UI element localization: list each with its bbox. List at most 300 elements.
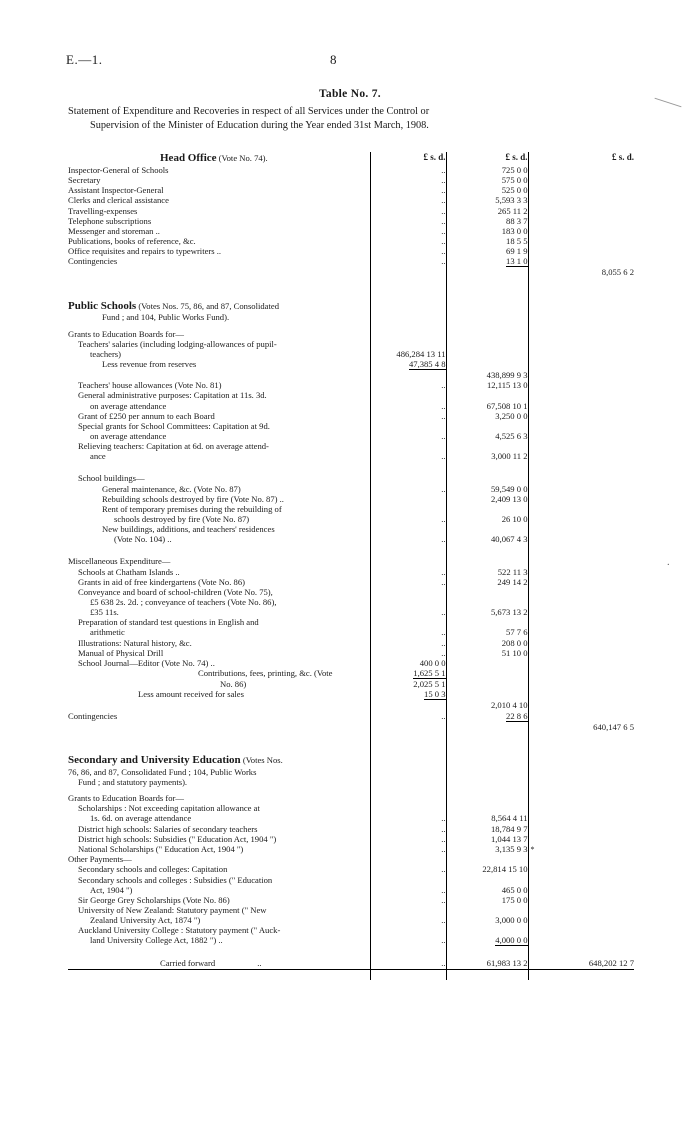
group-label: Grants to Education Boards for— [68, 328, 184, 339]
section-note-3: Fund ; and statutory payments). [78, 776, 188, 787]
row-col1: 486,284 13 11 [370, 349, 446, 359]
spacer-cell [446, 793, 528, 803]
row-col2: 2,010 4 10 [446, 700, 528, 710]
spacer-cell [370, 722, 446, 732]
row-col1 [370, 390, 446, 400]
row-col2 [446, 617, 528, 627]
row-col1: .. [370, 915, 446, 925]
row-label: Contributions, fees, printing, &c. (Vote [198, 667, 333, 678]
row-label: Telephone subscriptions [68, 215, 152, 226]
row-col1: .. [370, 627, 446, 637]
spacer-cell [528, 473, 634, 483]
row-label: £5 638 2s. 2d. ; conveyance of teachers (Vote No. 86), [90, 597, 277, 607]
table-grid [68, 152, 634, 980]
row-col2 [446, 359, 528, 370]
table-row [68, 175, 634, 185]
row-col1: .. [370, 844, 446, 854]
row-col2: 3,000 11 2 [446, 451, 528, 461]
row-label: teachers) [90, 348, 122, 359]
table-row [68, 722, 634, 732]
spacer-cell [68, 461, 370, 473]
row-label: (Vote No. 104) .. [114, 534, 172, 545]
row-label: Less amount received for sales [138, 689, 244, 700]
spacer-cell [528, 767, 634, 777]
row-col2: 22,814 15 10 [446, 864, 528, 874]
spacer-cell [446, 267, 528, 277]
table-row [68, 925, 634, 935]
row-col1 [370, 905, 446, 915]
row-col1: .. [370, 648, 446, 658]
row-label: General maintenance, &c. (Vote No. 87) [102, 483, 241, 494]
table-row [68, 767, 634, 777]
row-label-wrap [68, 658, 370, 668]
table-row [68, 875, 634, 885]
row-col3 [528, 206, 634, 216]
footnote-asterisk: * [530, 844, 535, 854]
row-col3 [528, 803, 634, 813]
table-row [68, 793, 634, 803]
row-label-wrap [68, 834, 370, 844]
row-col2 [446, 668, 528, 679]
page-number: 8 [330, 52, 337, 67]
spacer-cell [68, 732, 370, 754]
row-col2 [446, 421, 528, 431]
row-col3 [528, 875, 634, 885]
row-col1: .. [370, 711, 446, 722]
spacer-cell [370, 854, 446, 864]
row-col2: 12,115 13 0 [446, 380, 528, 390]
row-label-wrap [68, 668, 370, 679]
row-col1: .. [370, 607, 446, 617]
spacer-cell [68, 722, 370, 732]
row-col1: .. [370, 246, 446, 256]
spacer-cell [370, 370, 446, 380]
row-col2 [446, 524, 528, 534]
row-col2 [446, 256, 528, 267]
row-col2: 69 1 9 [446, 246, 528, 256]
section-note: (Votes Nos. 75, 86, and 87, Consolidated [138, 300, 279, 311]
row-col1 [370, 597, 446, 607]
row-col2: 18 5 5 [446, 236, 528, 246]
row-col2 [446, 925, 528, 935]
table-row [68, 754, 634, 767]
row-label: Travelling-expenses [68, 205, 138, 216]
row-col3 [528, 349, 634, 359]
row-label-wrap [68, 524, 370, 534]
row-col3 [528, 587, 634, 597]
row-col2 [446, 803, 528, 813]
section-total-public-schools: 640,147 6 5 [528, 722, 634, 732]
spacer-cell [528, 300, 634, 313]
row-col1-value: 47,385 4 8 [408, 359, 446, 370]
table-row [68, 473, 634, 483]
spacer-cell [446, 312, 528, 322]
row-col1 [370, 668, 446, 679]
spacer-cell [370, 700, 446, 710]
row-col2 [446, 349, 528, 359]
row-col2: 183 0 0 [446, 226, 528, 236]
row-col3 [528, 864, 634, 874]
row-label: Clerks and clerical assistance [68, 195, 169, 206]
spacer-cell [370, 767, 446, 777]
row-col1: .. [370, 401, 446, 411]
table-row [68, 421, 634, 431]
section-public-schools-title [68, 300, 370, 313]
row-col1 [370, 359, 446, 370]
row-col2: 522 11 3 [446, 567, 528, 577]
row-col3 [528, 390, 634, 400]
row-col3 [528, 226, 634, 236]
row-label: University of New Zealand: Statutory payment (" New [78, 904, 267, 915]
row-col2-value: 4,000 0 0 [495, 935, 528, 946]
row-col1-value: 15 0 3 [424, 689, 446, 700]
row-col2 [446, 390, 528, 400]
table-row [68, 854, 634, 864]
row-col1: .. [370, 567, 446, 577]
row-col2: 208 0 0 [446, 638, 528, 648]
spacer-cell [446, 556, 528, 566]
row-col3 [528, 711, 634, 722]
row-label-wrap [68, 844, 370, 854]
table-row [68, 567, 634, 577]
row-col3 [528, 421, 634, 431]
row-label-wrap [68, 864, 370, 874]
spacer-cell [528, 777, 634, 787]
section-title: Secondary and University Education [68, 753, 241, 766]
row-col1: .. [370, 206, 446, 216]
table-row [68, 514, 634, 524]
row-label: Contingencies [68, 256, 118, 267]
table-row [68, 935, 634, 946]
row-col1: .. [370, 534, 446, 544]
row-col2: 265 11 2 [446, 206, 528, 216]
table-row [68, 390, 634, 400]
bottom-rule [370, 969, 446, 980]
row-label-wrap [68, 473, 370, 483]
bottom-rule [528, 969, 634, 980]
spacer-cell [446, 854, 528, 864]
row-label-wrap [68, 915, 370, 925]
row-label: No. 86) [220, 679, 247, 690]
row-col1 [370, 587, 446, 597]
row-label-wrap [68, 813, 370, 823]
page-edge-tick: · [666, 560, 670, 571]
row-label: Preparation of standard test questions in English and [78, 617, 259, 628]
row-col3 [528, 494, 634, 504]
expenditure-table [68, 152, 634, 980]
spacer-cell [370, 312, 446, 322]
row-label: on average attendance [90, 431, 167, 442]
row-col3 [528, 370, 634, 380]
table-row [68, 627, 634, 637]
section-total-head-office: 8,055 6 2 [528, 267, 634, 277]
row-col1: .. [370, 577, 446, 587]
table-row [68, 617, 634, 627]
row-label: Teachers' salaries (including lodging-allowances of pupil- [78, 338, 277, 349]
row-label: Conveyance and board of school-children (Vote No. 75), [78, 586, 273, 597]
row-label: Messenger and storeman .. [68, 225, 160, 236]
row-col3 [528, 441, 634, 451]
row-col3 [528, 935, 634, 946]
row-label: Act, 1904 ") [90, 884, 133, 895]
row-col1: .. [370, 165, 446, 175]
row-col3 [528, 534, 634, 544]
row-label: £35 11s. [90, 607, 119, 618]
row-label-wrap [68, 494, 370, 504]
row-col3 [528, 339, 634, 349]
table-row [68, 689, 634, 700]
row-col2: 67,508 10 1 [446, 401, 528, 411]
row-label-wrap [68, 349, 370, 359]
row-col1: .. [370, 895, 446, 905]
row-label: Assistant Inspector-General [68, 185, 164, 196]
column-header-2: £ s. d. [446, 152, 528, 165]
caption-line-2: Supervision of the Minister of Education during the Year ended 31st March, 1908. [90, 119, 429, 131]
row-col1: .. [370, 431, 446, 441]
table-row [68, 648, 634, 658]
row-label: Relieving teachers: Capitation at 6d. on average attend- [78, 441, 269, 452]
row-col1 [370, 524, 446, 534]
table-row [68, 732, 634, 754]
leader-dots: .. [257, 958, 262, 969]
section-title: Public Schools [68, 299, 137, 312]
spacer-cell [370, 300, 446, 313]
table-row [68, 534, 634, 544]
row-col1 [370, 689, 446, 700]
row-label: Teachers' house allowances (Vote No. 81) [78, 380, 222, 391]
row-label: New buildings, additions, and teachers' residences [102, 524, 275, 535]
row-col2 [446, 339, 528, 349]
spacer-cell [528, 754, 634, 767]
row-label: District high schools: Salaries of secondary teachers [78, 823, 258, 834]
row-label-wrap [68, 607, 370, 617]
carried-forward-label: Carried forward [160, 958, 216, 969]
row-col1 [370, 875, 446, 885]
row-label-wrap [68, 401, 370, 411]
row-col2: 88 3 7 [446, 216, 528, 226]
spacer-cell [370, 556, 446, 566]
row-col3 [528, 256, 634, 267]
row-col3 [528, 627, 634, 637]
row-col1: .. [370, 175, 446, 185]
spacer-cell [370, 946, 446, 958]
row-label: School Journal—Editor (Vote No. 74) .. [78, 657, 215, 668]
row-col1: .. [370, 864, 446, 874]
row-label-wrap [68, 380, 370, 390]
column-header-3: £ s. d. [528, 152, 634, 165]
row-col3 [528, 885, 634, 895]
spacer-cell [446, 278, 528, 300]
spacer-cell [370, 544, 446, 556]
row-col2: 2,409 13 0 [446, 494, 528, 504]
row-col2: 1,044 13 7 [446, 834, 528, 844]
row-col2 [446, 935, 528, 946]
row-col2: 8,564 4 11 [446, 813, 528, 823]
row-col1: .. [370, 236, 446, 246]
section-note: (Vote No. 74). [218, 153, 268, 163]
bottom-rule [68, 969, 370, 980]
row-col2-value: 22 8 6 [506, 710, 528, 721]
spacer-cell [68, 267, 370, 277]
row-col2 [446, 597, 528, 607]
row-col3 [528, 638, 634, 648]
row-col3 [528, 484, 634, 494]
table-row [68, 969, 634, 980]
row-col3 [528, 915, 634, 925]
row-label-wrap [68, 648, 370, 658]
table-row [68, 246, 634, 256]
row-col2 [446, 875, 528, 885]
row-col1: .. [370, 824, 446, 834]
table-row [68, 484, 634, 494]
table-row [68, 905, 634, 915]
table-row [68, 668, 634, 679]
row-label: arithmetic [90, 627, 125, 638]
row-label: ance [90, 451, 106, 462]
group-label: Miscellaneous Expenditure— [68, 556, 171, 567]
row-col3 [528, 567, 634, 577]
column-header-1: £ s. d. [370, 152, 446, 165]
spacer-cell [528, 946, 634, 958]
spacer-cell [528, 793, 634, 803]
row-col2: 26 10 0 [446, 514, 528, 524]
row-label: National Scholarships (" Education Act, 1904 ") [78, 843, 244, 854]
table-row [68, 946, 634, 958]
row-col2 [446, 679, 528, 689]
row-col3 [528, 689, 634, 700]
row-col2: 465 0 0 [446, 885, 528, 895]
row-col3 [528, 648, 634, 658]
row-col3 [528, 216, 634, 226]
row-col2 [446, 441, 528, 451]
row-label-wrap [68, 484, 370, 494]
row-label: Grant of £250 per annum to each Board [78, 410, 215, 421]
spacer-cell [370, 732, 446, 754]
table-row [68, 597, 634, 607]
row-label: Sir George Grey Scholarships (Vote No. 86) [78, 894, 230, 905]
row-col2: 57 7 6 [446, 627, 528, 637]
spacer-cell [68, 370, 370, 380]
row-col2 [446, 711, 528, 722]
spacer-cell [446, 754, 528, 767]
table-row [68, 895, 634, 905]
table-row [68, 256, 634, 267]
spacer-cell [528, 461, 634, 473]
row-label-wrap [68, 359, 370, 370]
row-col1: .. [370, 195, 446, 205]
table-row [68, 494, 634, 504]
table-row [68, 339, 634, 349]
row-label-wrap [68, 431, 370, 441]
group-label: School buildings— [78, 473, 145, 484]
row-label-wrap [68, 534, 370, 544]
row-col3 [528, 577, 634, 587]
spacer-cell [446, 722, 528, 732]
spacer-cell [370, 267, 446, 277]
section-note-2: 76, 86, and 87, Consolidated Fund ; 104, Public Works [68, 766, 257, 777]
table-row [68, 370, 634, 380]
row-col3 [528, 679, 634, 689]
row-col2 [446, 587, 528, 597]
row-col2: 40,067 4 3 [446, 534, 528, 544]
table-row [68, 915, 634, 925]
row-col1: .. [370, 380, 446, 390]
row-label-wrap [68, 905, 370, 915]
row-label-wrap [68, 587, 370, 597]
spacer-cell [528, 278, 634, 300]
section-note-line [68, 312, 370, 322]
row-col2: 175 0 0 [446, 895, 528, 905]
spacer-cell [528, 854, 634, 864]
row-label-wrap [68, 451, 370, 461]
spacer-cell [446, 461, 528, 473]
row-col1 [370, 441, 446, 451]
table-row [68, 431, 634, 441]
section-note-line [68, 777, 370, 787]
row-col2: 438,899 9 3 [446, 370, 528, 380]
row-col2: 3,250 0 0 [446, 411, 528, 421]
table-row-carried-forward [68, 958, 634, 969]
spacer-cell [370, 793, 446, 803]
table-row [68, 844, 634, 854]
table-row [68, 524, 634, 534]
table-row [68, 504, 634, 514]
row-col3 [528, 844, 634, 854]
spacer-cell [370, 461, 446, 473]
spacer-cell [370, 777, 446, 787]
spacer-cell [528, 329, 634, 339]
row-col1-value: 1,625 5 1 [413, 667, 446, 678]
table-row [68, 441, 634, 451]
spacer-cell [528, 556, 634, 566]
row-col1: .. [370, 813, 446, 823]
spacer-cell [68, 544, 370, 556]
row-col2: 5,673 13 2 [446, 607, 528, 617]
carried-forward-col3: 648,202 12 7 [528, 958, 634, 969]
table-row [68, 607, 634, 617]
row-label: 1s. 6d. on average attendance [90, 813, 192, 824]
row-col1: .. [370, 185, 446, 195]
caption-line-1: Statement of Expenditure and Recoveries in respect of all Services under the Control or [68, 106, 430, 117]
row-col3 [528, 895, 634, 905]
row-label: Secondary schools and colleges : Subsidies (" Education [78, 874, 273, 885]
row-col3 [528, 504, 634, 514]
row-col3 [528, 431, 634, 441]
row-label-wrap [68, 803, 370, 813]
section-note-line [68, 767, 370, 777]
row-label-wrap [68, 390, 370, 400]
row-label: Rent of temporary premises during the rebuilding of [102, 503, 282, 514]
spacer-cell [370, 754, 446, 767]
row-label-wrap [68, 711, 370, 722]
spacer-cell [370, 278, 446, 300]
bottom-rule [446, 969, 528, 980]
table-number: Table No. 7. [319, 88, 381, 100]
row-col2-value: 13 1 0 [506, 256, 528, 267]
row-col1: .. [370, 451, 446, 461]
row-col2: 525 0 0 [446, 185, 528, 195]
carried-forward-col2: 61,983 13 2 [446, 958, 528, 969]
row-col2: 51 10 0 [446, 648, 528, 658]
table-row [68, 380, 634, 390]
row-label-wrap [68, 627, 370, 637]
row-col3 [528, 165, 634, 175]
row-col2: 4,525 6 3 [446, 431, 528, 441]
table-row [68, 679, 634, 689]
group-label: Grants to Education Boards for— [68, 793, 184, 804]
row-label-wrap [68, 617, 370, 627]
table-row [68, 864, 634, 874]
